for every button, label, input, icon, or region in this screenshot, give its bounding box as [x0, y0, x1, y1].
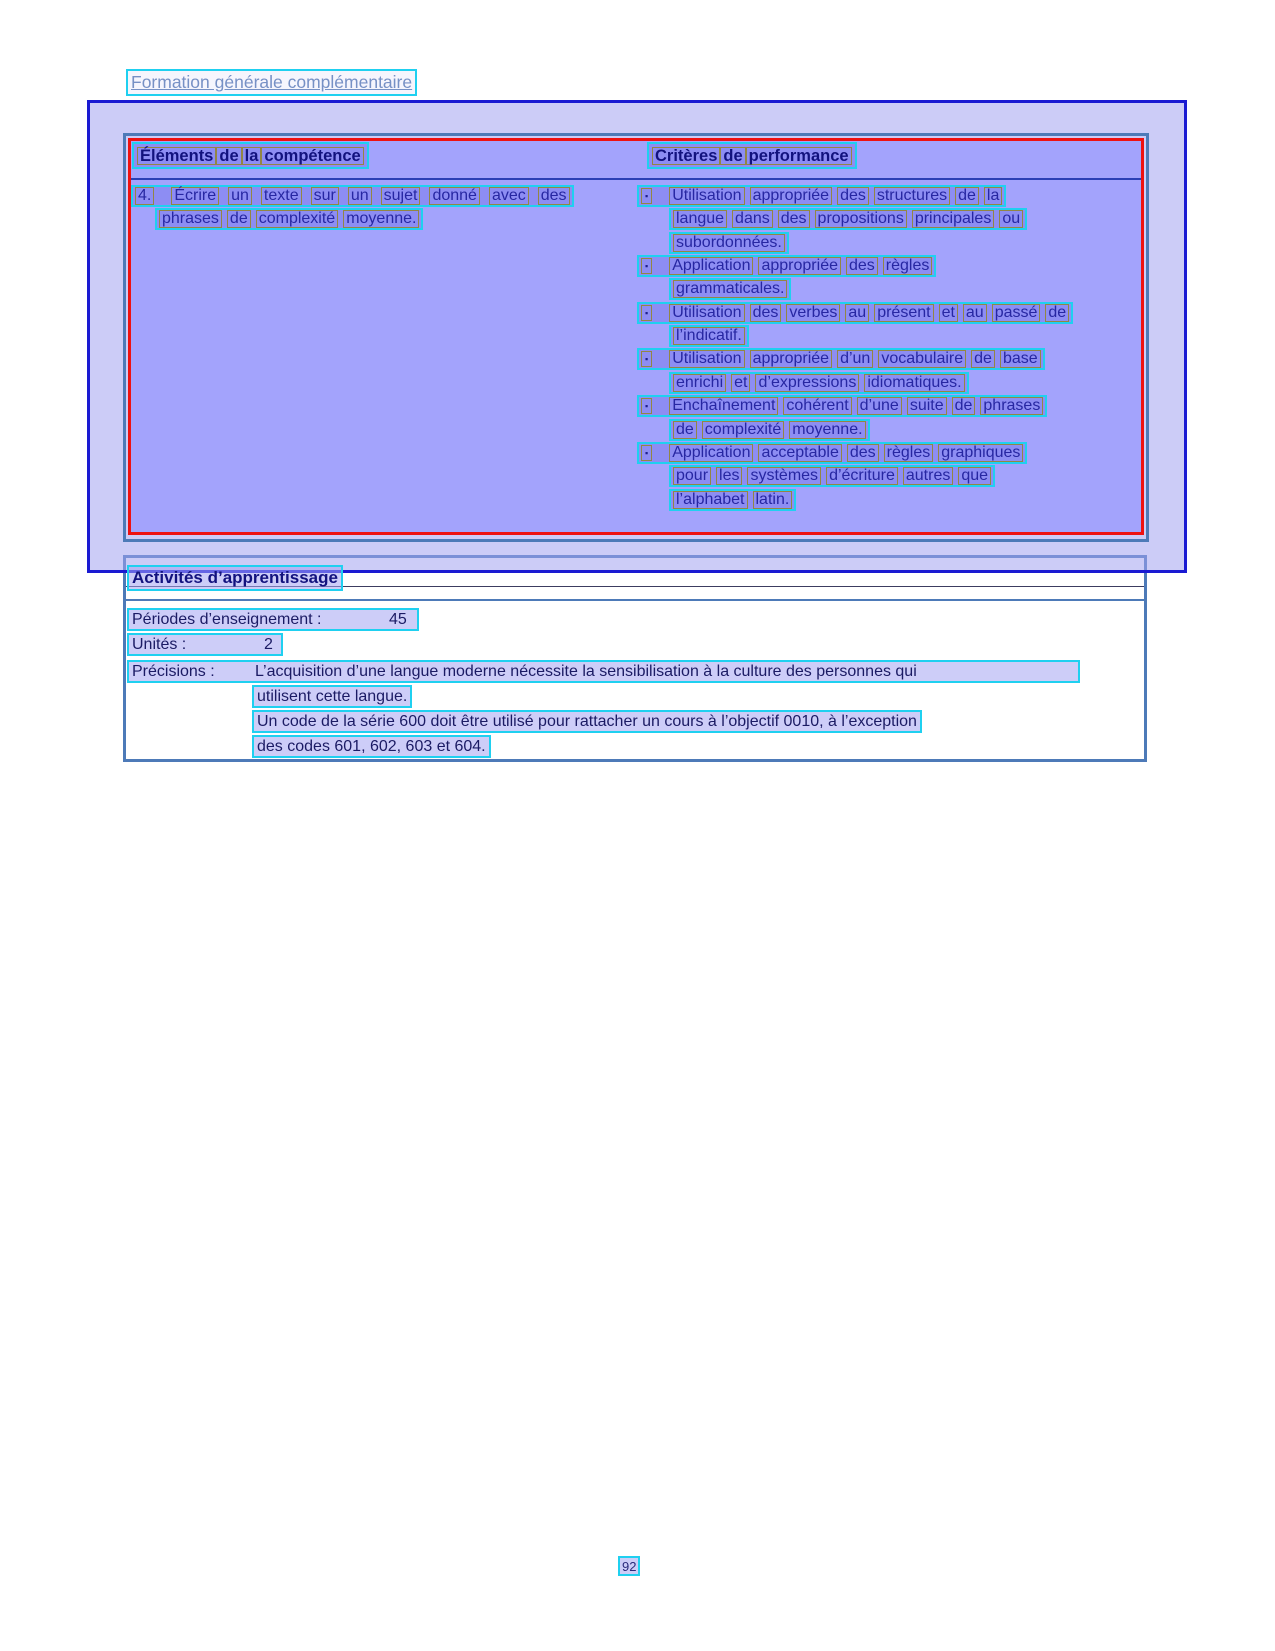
page-number-highlight: [618, 1556, 640, 1576]
word-box: des: [778, 210, 810, 228]
criteria-line: [669, 208, 1027, 230]
word-box: passé: [992, 304, 1041, 322]
element-number: 4.: [135, 187, 154, 205]
word-box: de: [1045, 304, 1069, 322]
bullet-icon: ▪: [641, 258, 652, 274]
word-box: langue: [673, 210, 727, 228]
word-box: au: [963, 304, 987, 322]
word-box: Utilisation: [669, 350, 744, 368]
bullet-icon: ▪: [641, 445, 652, 461]
word-box: présent: [874, 304, 933, 322]
word-box: Éléments: [137, 147, 216, 165]
word-box: grammaticales.: [673, 280, 787, 298]
word-box: règles: [883, 257, 933, 275]
criteria-line: [669, 232, 789, 254]
word-box: moyenne.: [343, 210, 419, 228]
criteria-line: [637, 442, 1027, 464]
word-box: performance: [746, 147, 852, 165]
word-box: Critères: [652, 147, 720, 165]
word-box: des: [750, 304, 782, 322]
word-box: compétence: [261, 147, 363, 165]
bullet-icon: ▪: [641, 398, 652, 414]
periodes-label: Périodes d’enseignement :: [132, 610, 322, 628]
bullet-icon: ▪: [641, 188, 652, 204]
page-number: 92: [622, 1558, 637, 1574]
word-box: donné: [429, 187, 480, 205]
word-box: Enchaînement: [669, 397, 778, 415]
word-box: au: [845, 304, 869, 322]
word-box: dans: [732, 210, 773, 228]
word-box: des: [847, 444, 879, 462]
word-box: un: [348, 187, 372, 205]
element-line-words: [159, 210, 419, 228]
word-box: de: [720, 147, 745, 165]
word-box: la: [242, 147, 262, 165]
table-header-divider: [131, 178, 1141, 180]
word-box: de: [227, 210, 251, 228]
header-elements-words: [137, 147, 364, 165]
word-box: Utilisation: [669, 187, 744, 205]
word-box: Écrire: [171, 187, 219, 205]
word-box: subordonnées.: [673, 234, 785, 252]
word-box: idiomatiques.: [864, 374, 964, 392]
word-box: d’expressions: [755, 374, 859, 392]
row-periodes: [127, 608, 419, 631]
competency-table-wrap: [123, 133, 1149, 542]
word-box: base: [1000, 350, 1041, 368]
word-box: Application: [669, 257, 753, 275]
word-box: acceptable: [758, 444, 841, 462]
word-box: complexité: [256, 210, 338, 228]
word-box: sur: [311, 187, 339, 205]
word-box: suite: [907, 397, 947, 415]
word-box: des: [837, 187, 869, 205]
precisions-line: Un code de la série 600 doit être utilisé pour rattacher un cours à l’objectif 0010, à l’exception: [252, 710, 922, 733]
word-box: pour: [673, 467, 711, 485]
word-box: systèmes: [747, 467, 821, 485]
word-box: de: [673, 421, 697, 439]
criteria-line: [637, 185, 1006, 207]
row-unites: [127, 633, 283, 656]
word-box: phrases: [159, 210, 222, 228]
header-criteres-words: [652, 147, 852, 165]
page-title-highlight: [126, 69, 417, 96]
precisions-label: Précisions :: [132, 662, 215, 680]
element-line: [131, 185, 574, 207]
word-box: avec: [489, 187, 529, 205]
word-box: de: [216, 147, 241, 165]
criteria-line: [669, 419, 870, 441]
word-box: texte: [261, 187, 302, 205]
word-box: Utilisation: [669, 304, 744, 322]
criteria-line: [669, 465, 995, 487]
word-box: autres: [903, 467, 953, 485]
word-box: l’indicatif.: [673, 327, 745, 345]
unites-value: 2: [264, 635, 273, 653]
word-box: Application: [669, 444, 753, 462]
word-box: des: [846, 257, 878, 275]
word-box: latin.: [753, 491, 793, 509]
precisions-line: des codes 601, 602, 603 et 604.: [252, 735, 491, 758]
word-box: principales: [912, 210, 994, 228]
activities-header-highlight: [127, 565, 343, 591]
word-box: moyenne.: [789, 421, 865, 439]
criteria-line: [669, 489, 796, 511]
word-box: les: [716, 467, 742, 485]
word-box: sujet: [381, 187, 421, 205]
criteria-line: [637, 302, 1073, 324]
word-box: appropriée: [750, 350, 833, 368]
element-line: [155, 208, 423, 230]
bullet-icon: ▪: [641, 305, 652, 321]
page-title: Formation générale complémentaire: [131, 72, 413, 92]
element-line-words: [171, 187, 569, 205]
word-box: la: [984, 187, 1002, 205]
word-box: complexité: [702, 421, 784, 439]
competency-table: [128, 138, 1144, 535]
word-box: de: [971, 350, 995, 368]
criteria-line: [637, 395, 1047, 417]
word-box: phrases: [980, 397, 1043, 415]
word-box: que: [958, 467, 991, 485]
word-box: de: [952, 397, 976, 415]
bullet-icon: ▪: [641, 351, 652, 367]
word-box: vocabulaire: [878, 350, 966, 368]
criteria-line: [669, 278, 791, 300]
word-box: l’alphabet: [673, 491, 748, 509]
word-box: ou: [999, 210, 1023, 228]
precisions-line: L’acquisition d’une langue moderne nécessite la sensibilisation à la culture des personnes qui: [255, 662, 917, 680]
word-box: un: [228, 187, 252, 205]
word-box: graphiques: [938, 444, 1023, 462]
word-box: d’un: [837, 350, 873, 368]
word-box: d’écriture: [826, 467, 898, 485]
activities-header: Activités d’apprentissage: [132, 568, 338, 587]
word-box: des: [538, 187, 570, 205]
unites-label: Unités :: [132, 635, 187, 653]
word-box: appropriée: [758, 257, 841, 275]
word-box: propositions: [815, 210, 907, 228]
criteria-line: [637, 348, 1045, 370]
row-precisions: [127, 660, 1080, 683]
word-box: de: [955, 187, 979, 205]
table-header-criteres: [647, 142, 857, 169]
word-box: et: [939, 304, 958, 322]
word-box: cohérent: [783, 397, 851, 415]
word-box: et: [731, 374, 750, 392]
word-box: d’une: [857, 397, 902, 415]
table-header-elements: [132, 142, 369, 169]
precisions-line: utilisent cette langue.: [252, 685, 412, 708]
word-box: appropriée: [750, 187, 833, 205]
criteria-line: [669, 372, 969, 394]
activities-divider: [126, 599, 1144, 601]
word-box: enrichi: [673, 374, 726, 392]
word-box: verbes: [786, 304, 840, 322]
word-box: structures: [874, 187, 950, 205]
periodes-value: 45: [389, 610, 407, 628]
criteria-line: [637, 255, 936, 277]
criteria-line: [669, 325, 749, 347]
word-box: règles: [884, 444, 934, 462]
